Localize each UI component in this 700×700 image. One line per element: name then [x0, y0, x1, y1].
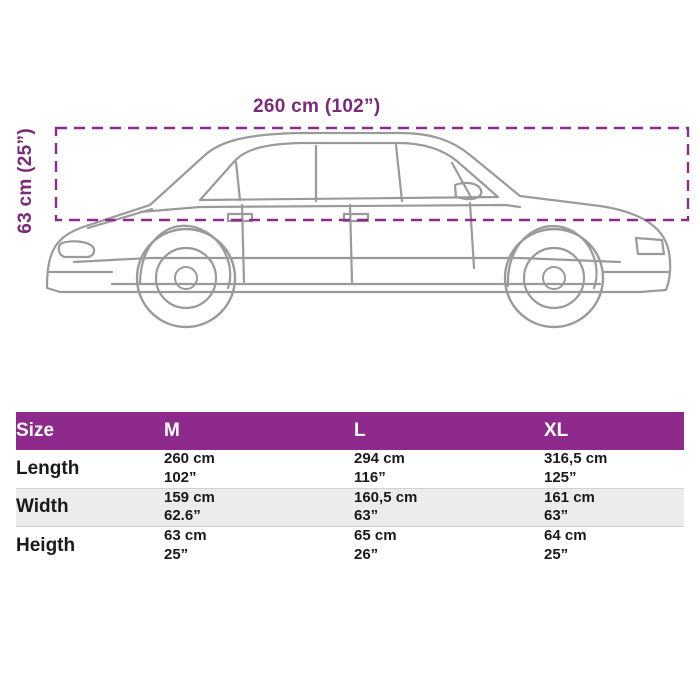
front-wheel	[137, 229, 235, 327]
rear-wheel	[505, 229, 603, 327]
cell-length-xl	[544, 450, 684, 488]
value-cm: 260 cm	[164, 450, 215, 467]
car-body-outline	[47, 133, 670, 292]
value-inch: 25”	[544, 545, 569, 563]
value-inch: 26”	[354, 545, 379, 563]
cell-width-m	[164, 488, 354, 527]
length-dimension-label: 260 cm (102”)	[253, 96, 381, 117]
cell-length-l	[354, 450, 544, 488]
column-header-m: M	[164, 420, 180, 441]
row-label-width: Width	[16, 488, 164, 527]
cell-width-xl	[544, 488, 684, 527]
row-label-length: Length	[16, 457, 80, 479]
cell-height-xl	[544, 527, 684, 565]
cell-height-m	[164, 527, 354, 565]
value-cm: 160,5 cm	[354, 488, 418, 506]
value-inch: 25”	[164, 545, 189, 563]
cell-height-l	[354, 527, 544, 565]
column-header-xl: XL	[544, 420, 569, 441]
value-inch: 125”	[544, 468, 577, 486]
table-row	[16, 527, 684, 565]
cell-width-l	[354, 488, 544, 527]
value-cm: 65 cm	[354, 527, 397, 544]
value-cm: 294 cm	[354, 450, 405, 467]
value-inch: 102”	[164, 468, 197, 486]
value-cm: 159 cm	[164, 488, 215, 506]
value-cm: 161 cm	[544, 488, 595, 506]
value-inch: 63”	[544, 507, 569, 525]
table-row	[16, 450, 684, 488]
value-inch: 116”	[354, 468, 386, 486]
column-header-l: L	[354, 420, 366, 441]
height-dimension-label: 63 cm (25”)	[15, 128, 37, 234]
column-header-size: Size	[16, 420, 55, 441]
table-header-row	[16, 412, 684, 450]
cell-length-m	[164, 450, 354, 488]
table-row	[16, 488, 684, 527]
value-cm: 64 cm	[544, 527, 587, 544]
size-table	[16, 412, 684, 565]
row-label-height: Heigth	[16, 527, 164, 565]
value-cm: 63 cm	[164, 527, 207, 544]
value-inch: 63”	[354, 507, 379, 525]
value-cm: 316,5 cm	[544, 450, 608, 467]
value-inch: 62.6”	[164, 507, 201, 525]
